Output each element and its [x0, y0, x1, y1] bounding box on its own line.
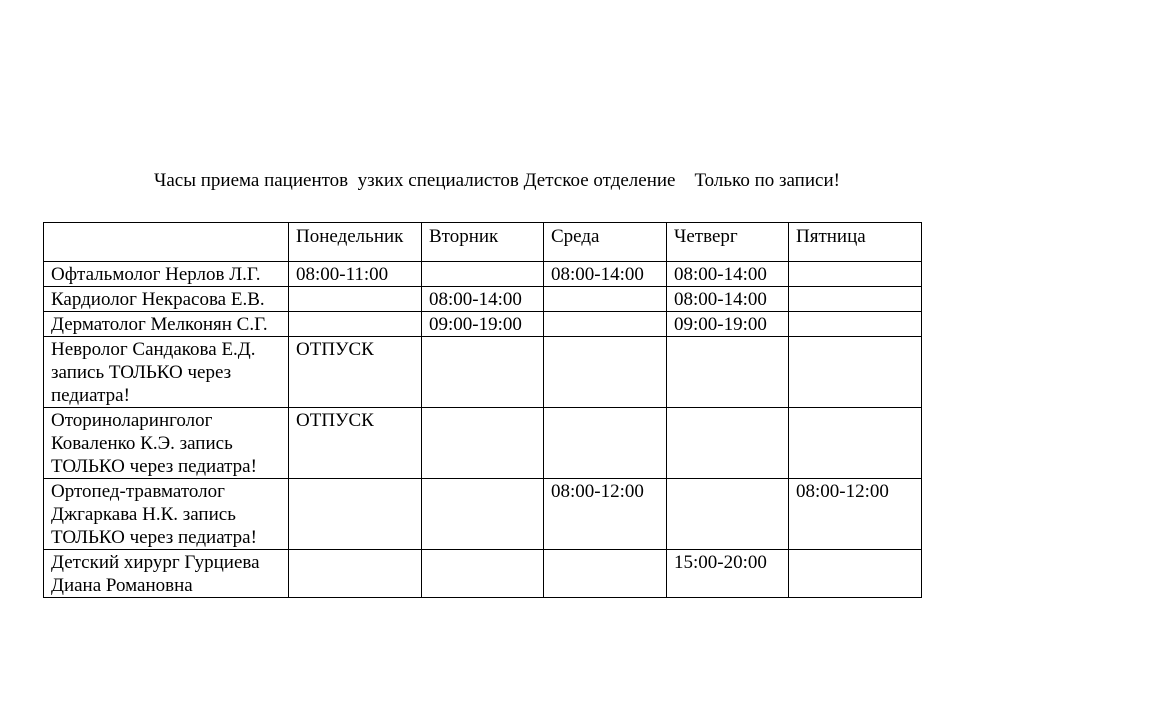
- schedule-cell: 09:00-19:00: [422, 312, 544, 337]
- schedule-cell: [544, 408, 667, 479]
- table-row: [44, 550, 922, 598]
- header-cell-wednesday: Среда: [544, 223, 667, 262]
- table-row: [44, 287, 922, 312]
- schedule-cell: 08:00-12:00: [789, 479, 922, 550]
- doctor-cell: Детский хирург Гурциева Диана Романовна: [44, 550, 289, 598]
- table-row: [44, 479, 922, 550]
- schedule-cell: [544, 337, 667, 408]
- schedule-table: [43, 222, 922, 598]
- schedule-cell: 09:00-19:00: [667, 312, 789, 337]
- schedule-cell: [789, 337, 922, 408]
- schedule-cell: [544, 312, 667, 337]
- header-cell-monday: Понедельник: [289, 223, 422, 262]
- schedule-cell: [422, 479, 544, 550]
- table-row: [44, 262, 922, 287]
- schedule-cell: [289, 287, 422, 312]
- schedule-cell: ОТПУСК: [289, 337, 422, 408]
- schedule-cell: [789, 408, 922, 479]
- table-row: [44, 408, 922, 479]
- page-title: Часы приема пациентов узких специалистов Детское отделение Только по записи!: [154, 170, 840, 191]
- header-cell-corner: [44, 223, 289, 262]
- schedule-cell: [667, 408, 789, 479]
- schedule-cell: 08:00-12:00: [544, 479, 667, 550]
- schedule-cell: [789, 550, 922, 598]
- schedule-cell: [789, 287, 922, 312]
- doctor-cell: Ортопед-травматолог Джгаркава Н.К. запись ТОЛЬКО через педиатра!: [44, 479, 289, 550]
- header-cell-friday: Пятница: [789, 223, 922, 262]
- schedule-cell: 08:00-14:00: [667, 262, 789, 287]
- table-row: [44, 312, 922, 337]
- schedule-cell: ОТПУСК: [289, 408, 422, 479]
- schedule-cell: [289, 550, 422, 598]
- schedule-cell: [544, 550, 667, 598]
- doctor-cell: Кардиолог Некрасова Е.В.: [44, 287, 289, 312]
- schedule-cell: [667, 337, 789, 408]
- doctor-cell: Оториноларинголог Коваленко К.Э. запись ТОЛЬКО через педиатра!: [44, 408, 289, 479]
- schedule-cell: 15:00-20:00: [667, 550, 789, 598]
- doctor-cell: Офтальмолог Нерлов Л.Г.: [44, 262, 289, 287]
- schedule-cell: [789, 312, 922, 337]
- schedule-cell: [544, 287, 667, 312]
- schedule-cell: 08:00-14:00: [544, 262, 667, 287]
- schedule-cell: [289, 479, 422, 550]
- table-row: [44, 337, 922, 408]
- schedule-cell: 08:00-14:00: [422, 287, 544, 312]
- schedule-cell: 08:00-14:00: [667, 287, 789, 312]
- doctor-cell: Невролог Сандакова Е.Д. запись ТОЛЬКО через педиатра!: [44, 337, 289, 408]
- schedule-cell: [789, 262, 922, 287]
- schedule-cell: [422, 337, 544, 408]
- table-header-row: [44, 223, 922, 262]
- schedule-cell: [422, 262, 544, 287]
- schedule-cell: [289, 312, 422, 337]
- schedule-cell: [422, 550, 544, 598]
- header-cell-thursday: Четверг: [667, 223, 789, 262]
- schedule-cell: [422, 408, 544, 479]
- header-cell-tuesday: Вторник: [422, 223, 544, 262]
- schedule-cell: [667, 479, 789, 550]
- schedule-cell: 08:00-11:00: [289, 262, 422, 287]
- doctor-cell: Дерматолог Мелконян С.Г.: [44, 312, 289, 337]
